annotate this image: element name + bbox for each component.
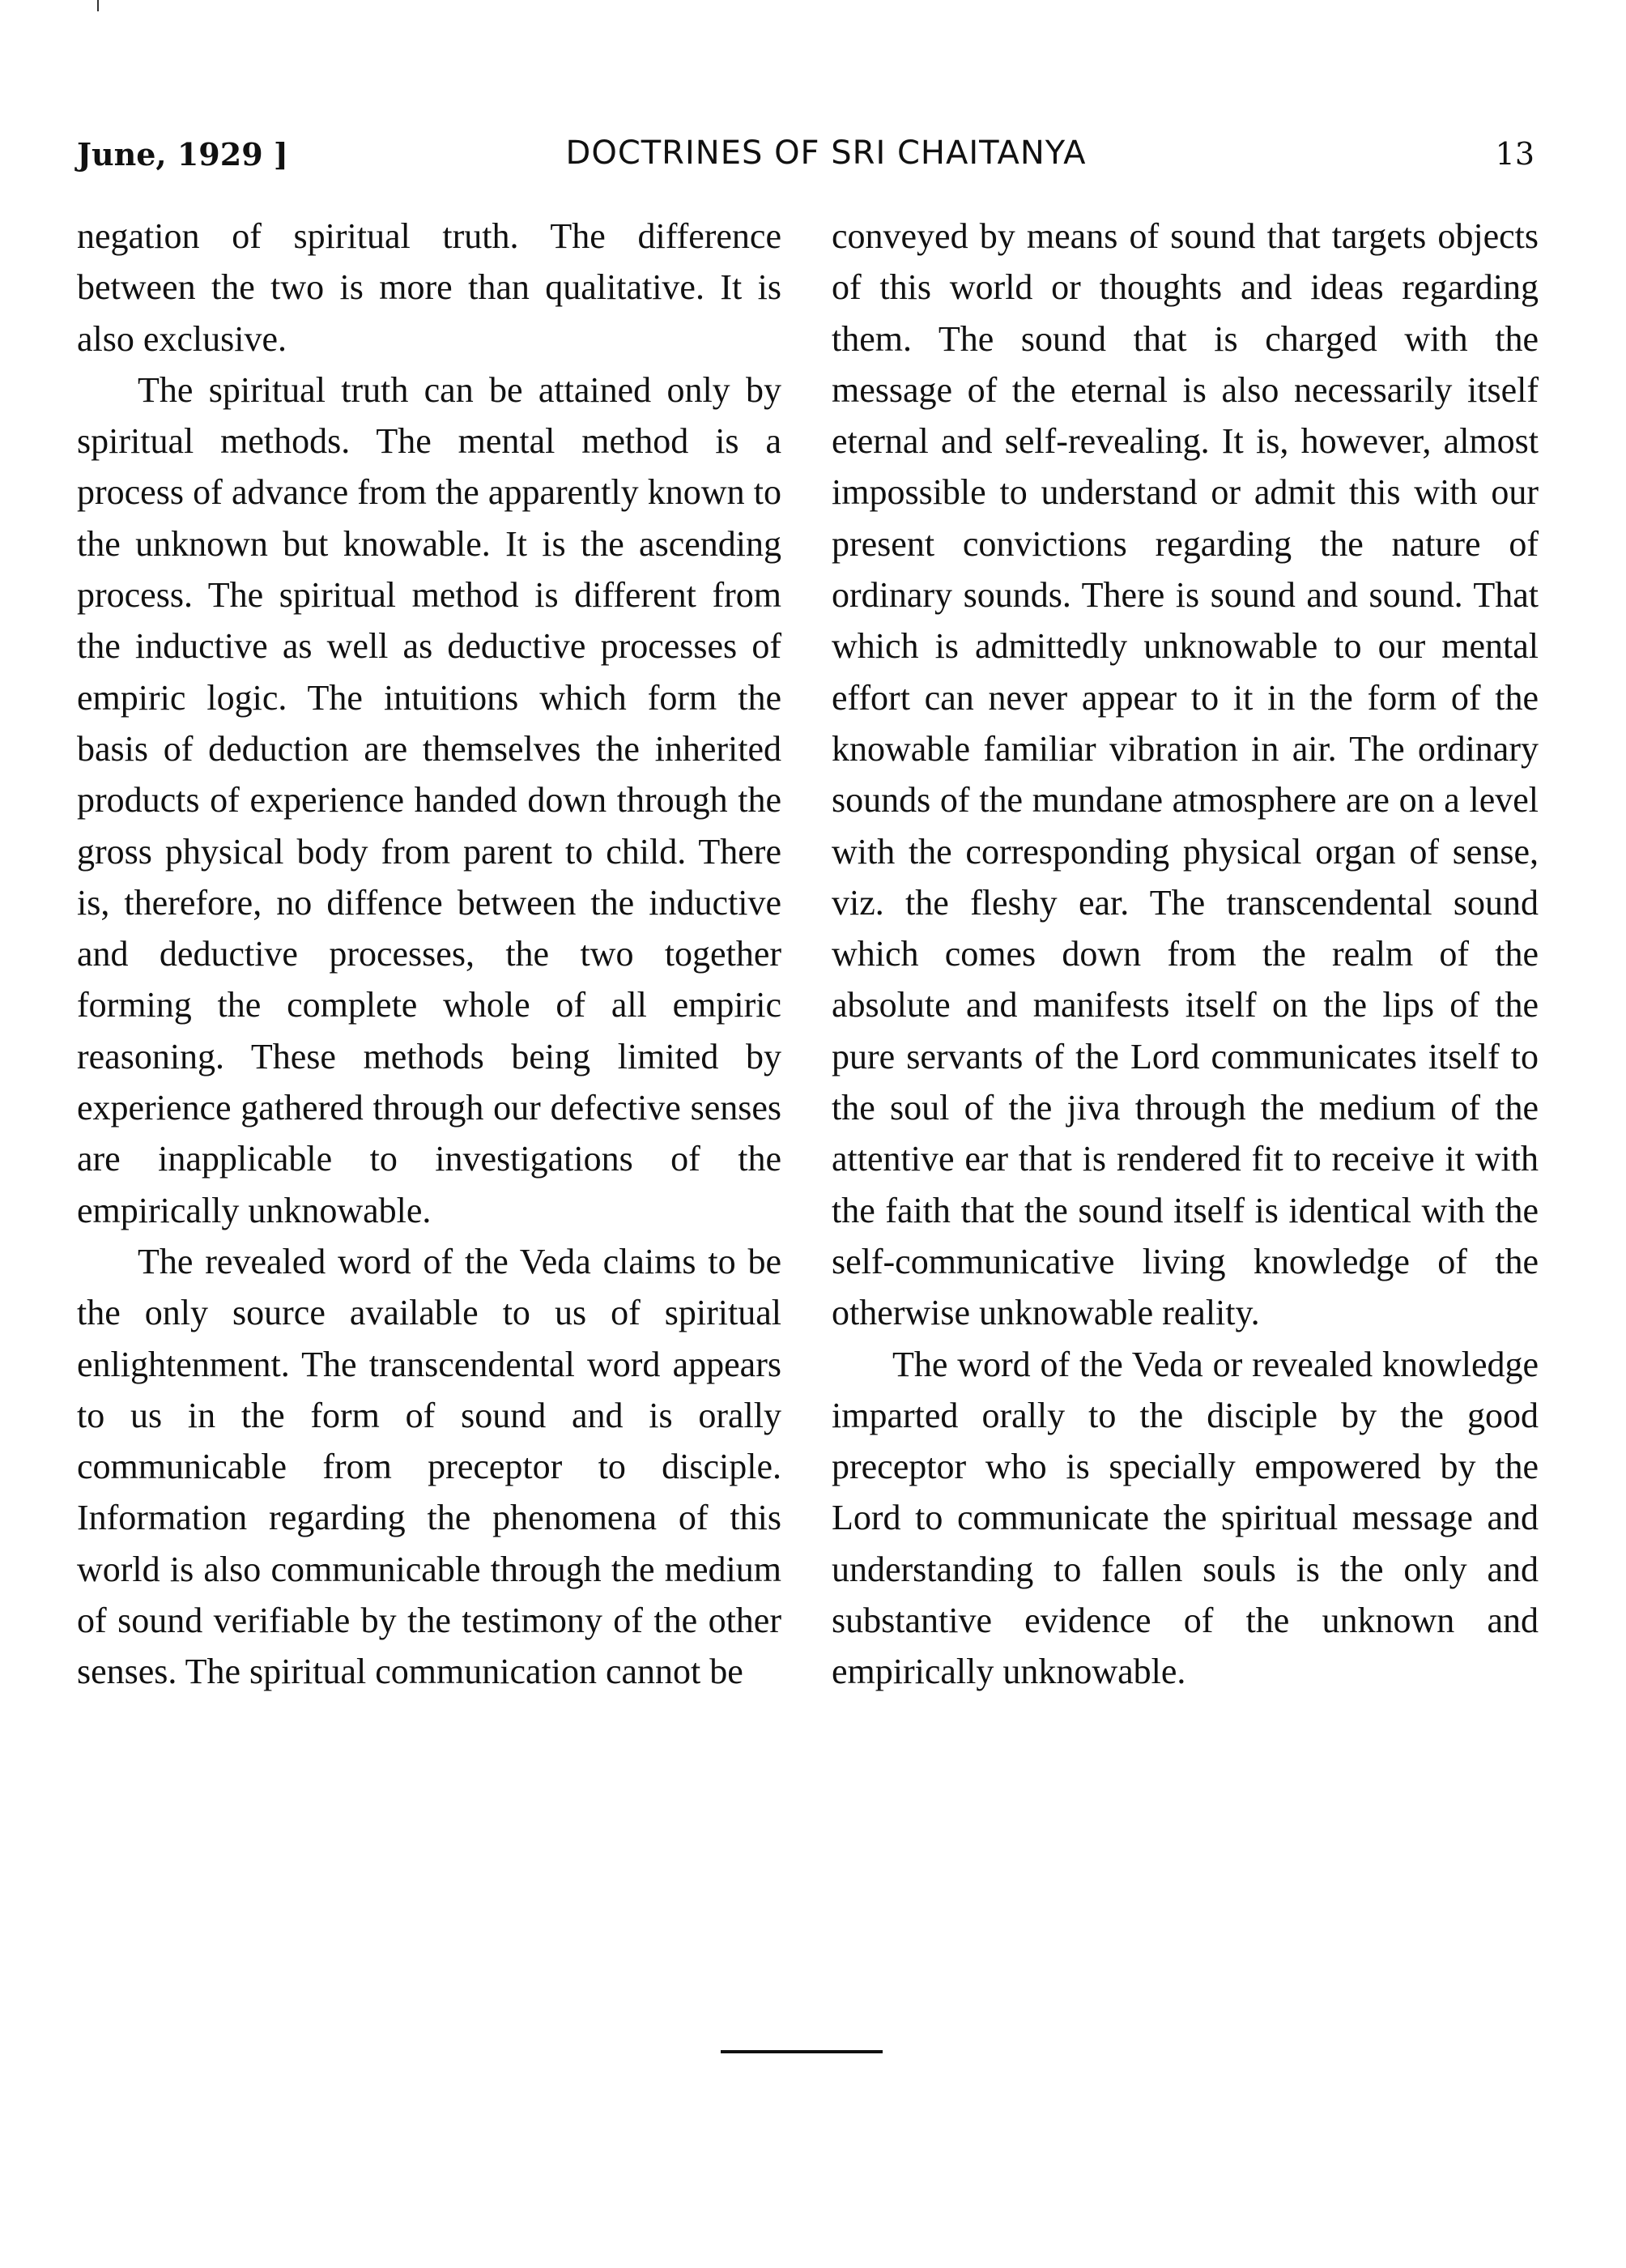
issue-date: June, 1929 ]	[77, 136, 288, 173]
paragraph: The spiritual truth can be attained only by spiritual methods. The mental method is a process of advance from the apparently known to the unknown but knowable. It is the ascending process. The spiritual method is different from the inductive as well as deductive processes of empiric logic. The intuitions which form the basis of deduction are themselves the inherited products of experience handed down through the gross physical body from parent to child. There is, therefore, no diffence between the inductive and deductive processes, the two together forming the complete whole of all empiric reasoning. These methods being limited by experience gathered through our defective senses are inapplicable to investigations of the empirically unknowable.	[77, 369, 781, 1230]
running-header	[77, 130, 1534, 178]
paragraph: negation of spiritual truth. The difference between the two is more than qualitative. It is also exclusive.	[77, 216, 781, 359]
scan-mark	[97, 0, 99, 11]
paragraph: The word of the Veda or revealed knowledge imparted orally to the disciple by the good preceptor who is specially empowered by the Lord to communicate the spiritual message and understanding to fallen souls is the only and substantive evidence of the unknown and empirically unknowable.	[832, 1344, 1539, 1692]
left-column	[77, 211, 781, 1698]
page-number: 13	[1495, 136, 1534, 172]
right-column	[832, 211, 1539, 1698]
paragraph: conveyed by means of sound that targets objects of this world or thoughts and ideas regarding them. The sound that is charged with the message of the eternal is also necessarily itself eternal and self-revealing. It is, however, almost impossible to understand or admit this with our present convictions regarding the nature of ordinary sounds. There is sound and sound. That which is admittedly unknowable to our mental effort can never appear to it in the form of the knowable familiar vibration in air. The ordinary sounds of the mundane atmosphere are on a level with the corresponding physical organ of sense, viz. the fleshy ear. The transcendental sound which comes down from the realm of the absolute and manifests itself on the lips of the pure servants of the Lord communicates itself to the soul of the jiva through the medium of the attentive ear that is rendered fit to receive it with the faith that the sound itself is identical with the self-communicative living knowledge of the otherwise unknowable reality.	[832, 216, 1539, 1333]
paragraph: The revealed word of the Veda claims to be the only source available to us of spiritual enlightenment. The transcendental word appears to us in the form of sound and is orally communicable from preceptor to disciple. Information regarding the phenomena of this world is also communicable through the medium of sound verifiable by the testimony of the other senses. The spiritual communication cannot be	[77, 1241, 781, 1692]
end-rule	[721, 2050, 883, 2053]
running-title: DOCTRINES OF SRI CHAITANYA	[565, 134, 1087, 172]
